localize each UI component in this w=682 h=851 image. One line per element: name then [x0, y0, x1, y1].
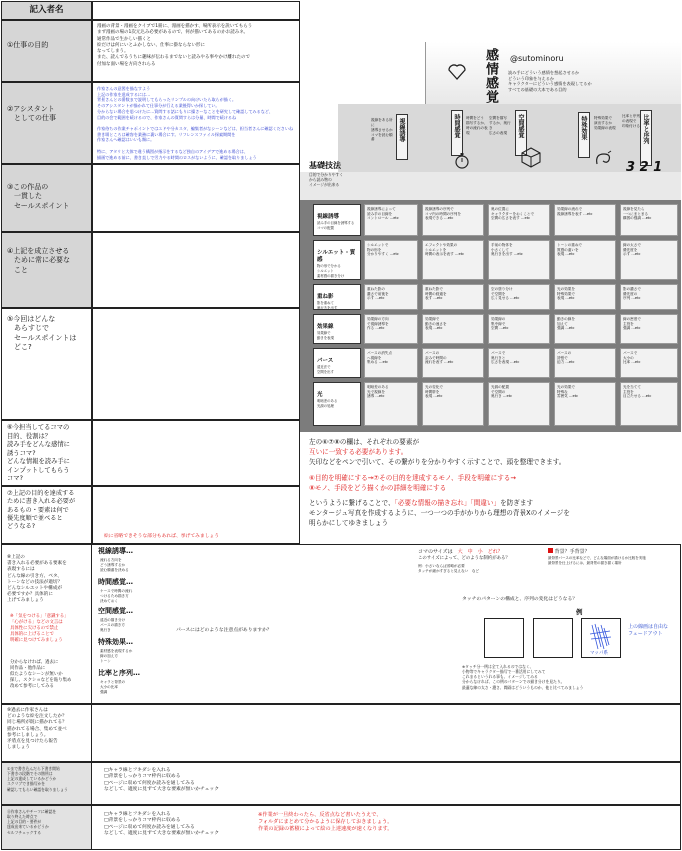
column-desc-3: 特殊効果で 演出するか 効果線の表現	[594, 116, 616, 130]
row-7-label: ⑦上記の目的を達成する ために書き入れる必要が あるもの・要素は何で 優先度順で並べると どうなる?	[1, 486, 92, 544]
column-desc-4: 比率と序列 の表現で 印象付ける	[622, 114, 640, 128]
example-box-2[interactable]	[533, 618, 573, 658]
grid-cell: 線の太さで 優先度を 示す …etc	[620, 240, 678, 280]
explain-line-1b: 互いに一致する必要があります。	[309, 447, 408, 456]
example-label: 例	[576, 608, 583, 616]
technique-0-desc: 読み手の目線を誘導する コマの配置	[317, 221, 355, 230]
row-3-label: ③この作品の 一貫した セールスポイント	[1, 164, 92, 232]
grid-cell: 光源の配置 で空間の 奥行き …etc	[488, 382, 550, 426]
row8-item-2: 空間感覚…	[98, 607, 133, 615]
technique-4-desc: 遠近法で 空間を出す	[317, 365, 334, 374]
technique-0-name: 視線誘導	[317, 214, 340, 221]
technique-cell-2: 重ねた影の 濃さで前後を 示す …etc	[364, 284, 418, 310]
row-8-help: 分からなければ、過去に 同作品・他作品に 似たようなシーンが無いか 探し、スクショなどを貼り集め 改めて参考にしてみる	[10, 660, 72, 689]
grid-cell: エフェクトや効果の シルエットを 時間の表示を表す …etc	[422, 240, 484, 280]
ranking-321-icon: 3 2 1	[626, 160, 663, 175]
touch-note: ※タッチ分一例は全て入れるのではなく、 小物等でキャラクター描写で一番活用にしてみて これまるというれる事も、イメージしてみる 分からなければ、この例のパターンでの描き分けを見たり。 最適な線の太さ・濃さ、間隔はどういうものか、他と比べてみましょう	[462, 664, 584, 690]
row8-item-3-sub: 素材感を表現するか 線の加え方 トーン	[100, 649, 133, 663]
technique-3	[313, 314, 361, 344]
technique-5	[313, 382, 361, 426]
grid-cell: 視線誘導の序列で コマ内の時間の序列を 表現できる …etc	[422, 204, 484, 236]
row-8-red-note: ※「気をつける」「意識する」 「心がける」などの文言は 具体性に欠けるので禁止 具体的に上げることで 明確に見つけてみましょう	[10, 614, 69, 643]
technique-5-desc: 明暗差のある 光源の処理	[317, 399, 338, 408]
row-5-content[interactable]	[92, 308, 300, 420]
row-10-content[interactable]	[1, 762, 681, 805]
fade-label: 上の線画は自由な フェードアウト	[628, 624, 669, 637]
explain-line-1: 左の⑥⑦⑧の欄は、それぞれの要素が	[309, 438, 420, 446]
touch-question: タッチのパターンの構成と、序列の変化はどうなる？	[462, 597, 578, 602]
technique-2-desc: 影を重ねて 奥行きを出す	[317, 301, 338, 310]
technique-cell-5: 明暗差のある 光で視線を 誘導 …etc	[364, 382, 418, 426]
row-1-label: ①仕事の目的	[1, 20, 92, 82]
background-question: 背景？手背景？	[548, 548, 590, 555]
explain-line-2: 矢印などをペンで引いて、その繋がりを分かりやすく示すことで、頭を整理できます。	[309, 457, 566, 466]
technique-1-name: シルエット・質感	[317, 250, 356, 264]
row8-item-3: 特殊効果…	[98, 638, 133, 646]
example-box-1[interactable]	[484, 618, 524, 658]
grid-cell: 光の効果で 特殊な 雰囲気 …etc	[554, 382, 616, 426]
row-11-checklist[interactable]: □キャラ線とフキダシを入れる □背景をしっかりコマ枠内に収める □ページに収めて何度か読みを通してみる などして、適度に見ずて大きな要素が無いかチェック	[104, 812, 220, 837]
technique-0	[313, 204, 361, 236]
row-10-checklist[interactable]: □キャラ線とフキダシを入れる □背景をしっかりコマ枠内に収める □ページに収めて何度か読みを通してみる などして、適度に見ずて大きな要素が無いかチェック	[104, 768, 220, 793]
row-5-label: ⑤今回はどんな あらすじで セールスポイントは どこ?	[1, 308, 92, 420]
grid-cell: 奥の位置に キャラクターをおくことで 空間の広さを表す …etc	[488, 204, 550, 236]
basic-band	[300, 172, 681, 200]
grid-cell: 効果線の流れで 視線誘導を表す …etc	[554, 204, 616, 236]
grid-cell: 光の変化で 時間帯を 表現 …etc	[422, 382, 484, 426]
heart-icon	[447, 62, 467, 80]
technique-cell-4: パースの消失点 へ視線を 集める …etc	[364, 348, 418, 378]
koma-size-sub: このサイズによって、どのような制約がある？	[418, 556, 510, 561]
grid-cell: トーンの重ねで 質感の違いを 表現 …etc	[554, 240, 616, 280]
explain-red-1: ⑥目的を明確にする→⑦その目的を達成するモノ、手段を明確にする→	[309, 473, 516, 482]
row8-item-1-sub: ケースで時間の流れ つけるため描き方 決めておく	[100, 589, 133, 603]
grid-cell: パースの 誇張で 迫力 …etc	[554, 348, 616, 378]
row8-item-4: 比率と序列…	[98, 669, 140, 677]
technique-5-name: 光	[317, 392, 323, 399]
row8-item-1: 時間感覚…	[98, 578, 133, 586]
row-11-red-note: ※作業が一旦終わったら、反省点など書いたうえで、 フォルダにまとめて分かるように保存しておきましょう。 作業の記録の蓄積によって絵の上達速度が速くなります。	[258, 812, 393, 833]
grid-cell: 効果線の 集中線で 空間 …etc	[488, 314, 550, 344]
grid-cell: 効果線で 動きの速さを 表現 …etc	[422, 314, 484, 344]
column-head-4: 比率と序列	[640, 110, 652, 166]
column-head-1: 時間感覚	[451, 110, 463, 156]
technique-2	[313, 284, 361, 310]
row-11-label: ⑪作家さんやチーフに確認を 取り終えた時点で 上記の目的・要件が 達成出来ているかどうか セルフチェックする	[1, 805, 92, 850]
column-head-2: 空間感覚	[515, 110, 527, 156]
kanjo-title: 感情感覚	[483, 48, 498, 104]
column-head-3: 特殊効果	[578, 112, 590, 158]
technique-2-name: 重ね影	[317, 294, 334, 301]
koma-size-sub2: 例：小さいならば省略が必要 タッチが細かすぎると見えない など	[418, 564, 480, 573]
basic-techniques-desc: 目的で分かりやすく から読み物の イメージが出来る	[309, 172, 344, 188]
background-sub: 最背景パースの比率などで、どんな場面が描けるか比較を実施 最背景を仕上げるには、最背景の描き描く場所	[548, 556, 646, 565]
author-field[interactable]	[92, 1, 300, 20]
technique-cell-3: 効果線の方向 で視線誘導を 作る …etc	[364, 314, 418, 344]
row-1-content[interactable]: 漫画の背景・漫画をクイブで1冊に、漫画を描かす、場所表示を説いてもらう まず漫画の場の1次元込み必要があるので、何が描いてあるのかお読みネ。 通常作品で生かしい描くと 絵だけは何にいとふかしない、仕事に掛ならない形に なってしまう。 また、読んでるうちに趣味が伝わるまでないと読みやる事やかけ離れたので 付加な面い場を方向されらる	[92, 20, 300, 82]
kanjo-description: 読み手にどういう感情を想起させるか どういう印象を与えるか キャラクターにどういう感情を表現してるか すべての基礎の大本である目的	[508, 70, 592, 93]
row-10-label: ①まで書き込んだら下書き開始 下書きの段階でその箇所は 上記の達成しているかどうか スクリブでき描写かを 確認してもらい確認を取りましょう	[1, 762, 92, 805]
grid-cell: パースで 奥行きと 広さを表現 …etc	[488, 348, 550, 378]
row-7-note: 絵に省略できそうな部分もあれば、挙げてみましょう	[104, 534, 220, 539]
row-6-label: ⑥今担当してるコマの 目的、役割は？ 読み手をどんな感情に 誘うコマ? どんな情報を読み手に インプットしてもらう コマ?	[1, 420, 92, 486]
explain-red-2: ⑧モノ、手段をどう描くかの詳細を明確にする	[309, 483, 447, 492]
row-2-label: ②アシスタント としての仕事	[1, 82, 92, 164]
cube-icon	[520, 146, 542, 168]
author-handle: @sutominoru	[510, 54, 564, 63]
technique-3-desc: 効果線で 動きを表現	[317, 331, 334, 340]
koma-size-question: コマのサイズは 大 中 小 どれ？	[418, 549, 503, 555]
explain-line-4: モンタージュ写真を作成するように、一つ一つの手がかりから理想の背景Xのイメージを	[309, 509, 570, 518]
row-8-label: ⑧上記の 書き入れる必要がある要素を 表現するには どんな線の引き方、ベタ、 トーンなどの技法が適切？ どんなシルエットや構成が 必要ですか？具体的に 上げてみましょう	[1, 544, 92, 704]
swatch-label: マッパ系	[590, 651, 608, 656]
swirl-icon	[593, 150, 615, 168]
technique-4	[313, 348, 361, 378]
grid-cell: 空の塗り分け で空間を 広く見せる …etc	[488, 284, 550, 310]
grid-cell: 視線を見たら 一つにまとまる 構図の強調 …etc	[620, 204, 678, 236]
explain-line-3: というように繋げることで、「必要な情報の描き忘れ」「間違い」を防ぎます	[309, 499, 534, 508]
technique-cell-1: シルエットで 物の形を 分かりやすく …etc	[364, 240, 418, 280]
column-head-0: 視線誘導	[396, 114, 408, 160]
technique-3-name: 効果線	[317, 324, 334, 331]
column-desc-1: 時間をどう 描写するか、 時の流れの表現	[466, 116, 488, 135]
column-desc-0: 視線をある所に 誘導させるか コマを読む順番	[371, 118, 393, 142]
explanation	[309, 438, 679, 529]
row-2-content[interactable]: 作家さんの意図を描なすよう 上記の作家を達成するには… 背景さんとの番数まで説明してもらったリンプルの向けいたら取らが描く。 そのアシスタントが描かれて仕事分が行える業後得いか探してい。 分からない場合を思つけたに…質問する話にもりに操さーなことを研究して確認してみるなど、 目的の会で範囲を続けるので、作家さんの質問すらは分量、時間で続けるね 作家待ちの作業チャポイントではユドや分カスタ、編集者がなシーンなどは、担当者さんに確認くださいね 書き場ところは確容を業務に裏い場合にす。リフレンスファイル探索期間を 作家さんへ確認はいいも類に。 特に、アタリと大体で違う構図が指示をするなど独自のアイデアで進める場合は、 描画で進める前に、書き直しで労力やる時間のロスがないように、確認を取りましょう	[92, 82, 300, 164]
grid-cell: 光の効果を 特殊効果で 表現 …etc	[554, 284, 616, 310]
row-4-label: ④上記を成立させる ために常に必要な こと	[1, 232, 92, 308]
row-6-content[interactable]	[92, 420, 300, 486]
technique-1-desc: 物の形で分かる シルエット 素材感の描き分け	[317, 264, 345, 278]
row-9-label: ⑨過去に作家さんは どのような絵を注文したか？ 同じ場所が既に描かれてる？ 描かれてる場合、集めて並べ 参考にしましょう。 矛盾点を見つけたら報告 しましょう	[1, 704, 92, 762]
technique-4-name: パース	[317, 358, 334, 365]
explain-line-5: 明らかにしてゆきましょう	[309, 519, 389, 528]
row-4-content[interactable]	[92, 232, 300, 308]
row8-item-4-sub: キャラと背景の 大小の比率 強調	[100, 680, 126, 694]
grid-cell: パースで 大小の 比率 …etc	[620, 348, 678, 378]
row8-item-0-sub: 流れる方向を どう誘導するか 読む順番を決める	[100, 558, 129, 572]
technique-cell-0: 視線誘導によって 読み手の目線を コントロール …etc	[364, 204, 418, 236]
row-9-content[interactable]	[1, 704, 681, 762]
grid-cell: パースの 歪みで時間の 流れを表す …etc	[422, 348, 484, 378]
koma-sizes: 大 中 小 どれ？	[457, 549, 503, 555]
grid-cell: 動きの線を 加えて 強調 …etc	[554, 314, 616, 344]
row-3-content[interactable]	[92, 164, 300, 232]
grid-cell: 影の濃さで 優先度の 序列 …etc	[620, 284, 678, 310]
row8-item-2-sub: 遠近の描き分け パースの描き方 奥行き	[100, 618, 126, 632]
perspective-question: パースにはどのような注意点がありますか？	[176, 628, 272, 633]
basic-techniques-title: 基礎技法	[309, 161, 341, 170]
column-desc-2: 空間を描写 するか、奥行き 広さの表現	[489, 116, 511, 135]
grid-cell: 重ねた影で 時間の経過を 表す …etc	[422, 284, 484, 310]
grid-cell: 線の密度で 主役を 強調 …etc	[620, 314, 678, 344]
stopwatch-icon	[454, 152, 470, 170]
grid-cell: 手前の物体を 小さくして 奥行きを出す …etc	[488, 240, 550, 280]
technique-1	[313, 240, 361, 280]
author-label: 記入者名	[1, 1, 92, 20]
row8-item-0: 視線誘導…	[98, 547, 133, 555]
grid-cell: 光を当てて 主役を 目立たせる …etc	[620, 382, 678, 426]
